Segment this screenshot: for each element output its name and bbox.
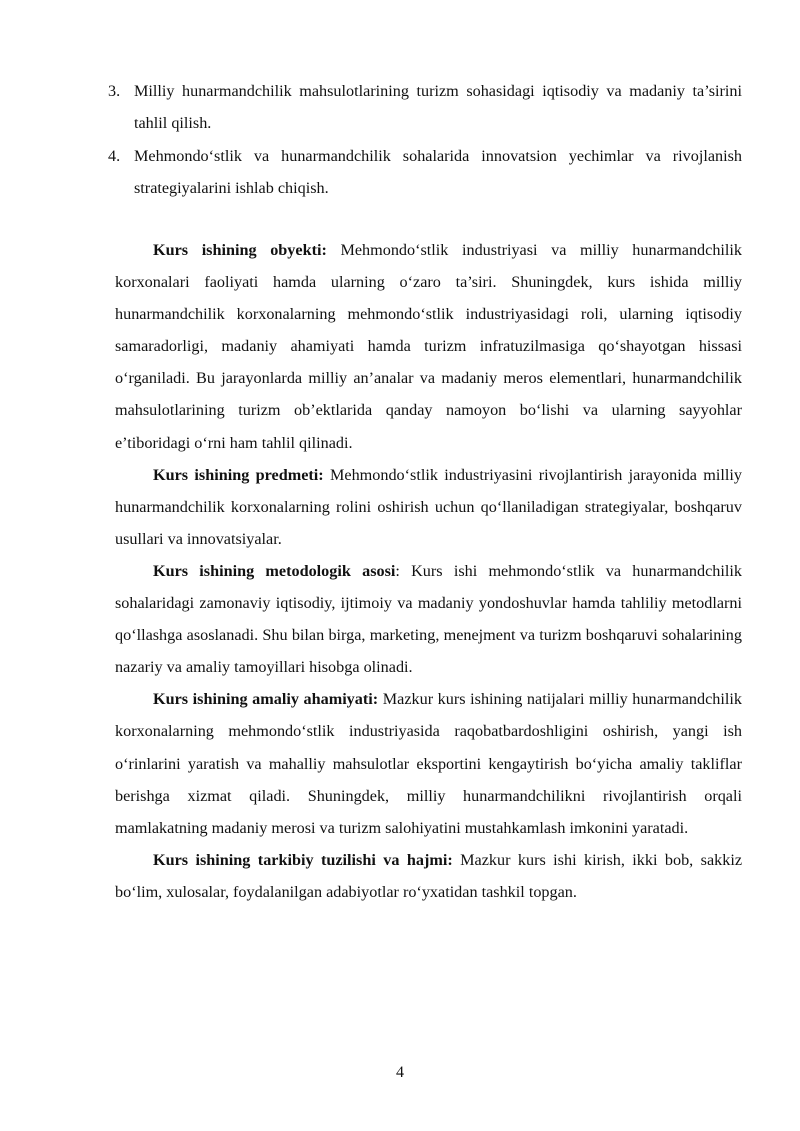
paragraph-heading: Kurs ishining tarkibiy tuzilishi va hajmi: <box>153 850 453 869</box>
list-item <box>108 75 742 140</box>
paragraph-heading: Kurs ishining metodologik asosi <box>153 561 396 580</box>
list-item-text: Milliy hunarmandchilik mahsulotlarining turizm sohasidagi iqtisodiy va madaniy ta’sirini tahlil qilish. <box>134 82 742 133</box>
paragraph-text: Mazkur kurs ishining natijalari milliy hunarmandchilik korxonalarning mehmondo‘stlik industriyasida raqobatbardoshligini oshirish, yangi ish o‘rinlarini yaratish va mahalliy mahsulotlar eksportini kengaytirish bo‘yicha amaliy takliflar berishga xizmat qiladi. Shuningdek, milliy hunarmandchilikni rivojlantirish orqali mamlakatning madaniy merosi va turizm salohiyatini mustahkamlash imkonini yaratadi. <box>115 690 742 837</box>
paragraph-text: : Kurs ishi mehmondo‘stlik va hunarmandchilik sohalaridagi zamonaviy iqtisodiy, ijtimoiy va madaniy yondoshuvlar hamda tahliliy metodlarni qo‘llashga asoslanadi. Shu bilan birga, marketing, menejment va turizm boshqaruvi sohalarining nazariy va amaliy tamoyillari hisobga olinadi. <box>115 561 742 677</box>
paragraph-subject <box>115 459 742 555</box>
document-body <box>115 234 742 908</box>
page-number: 4 <box>396 1064 404 1081</box>
paragraph-methodology <box>115 555 742 683</box>
paragraph-practical-significance <box>115 683 742 843</box>
objectives-list <box>108 75 742 204</box>
paragraph-heading: Kurs ishining amaliy ahamiyati: <box>153 690 379 709</box>
list-item-text: Mehmondo‘stlik va hunarmandchilik sohalarida innovatsion yechimlar va rivojlanish strategiyalarini ishlab chiqish. <box>134 146 742 197</box>
paragraph-text: Mazkur kurs ishi kirish, ikki bob, sakkiz bo‘lim, xulosalar, foydalanilgan adabiyotlar ro‘yxatidan tashkil topgan. <box>115 850 742 901</box>
paragraph-text: Mehmondo‘stlik industriyasini rivojlantirish jarayonida milliy hunarmandchilik korxonalarning rolini oshirish uchun qo‘llaniladigan strategiyalar, boshqaruv usullari va innovatsiyalar. <box>115 465 742 548</box>
list-item <box>108 140 742 205</box>
paragraph-text: Mehmondo‘stlik industriyasi va milliy hunarmandchilik korxonalari faoliyati hamda ularning o‘zaro ta’siri. Shuningdek, kurs ishida milliy hunarmandchilik korxonalarning mehmondo‘stlik industriyasidagi roli, ularning iqtisodiy samaradorligi, madaniy ahamiyati hamda turizm infratuzilmasiga qo‘shayotgan hissasi o‘rganiladi. Bu jarayonlarda milliy an’analar va madaniy meros elementlari, hunarmandchilik mahsulotlarining turizm ob’ektlarida qanday namoyon bo‘lishi va ularning sayyohlar e’tiboridagi o‘rni ham tahlil qilinadi. <box>115 241 742 452</box>
paragraph-object <box>115 234 742 459</box>
paragraph-heading: Kurs ishining predmeti: <box>153 465 324 484</box>
paragraph-heading: Kurs ishining obyekti: <box>153 241 327 259</box>
paragraph-structure <box>115 844 742 908</box>
list-item-number: 3. <box>108 82 121 100</box>
list-item-number: 4. <box>108 146 121 165</box>
